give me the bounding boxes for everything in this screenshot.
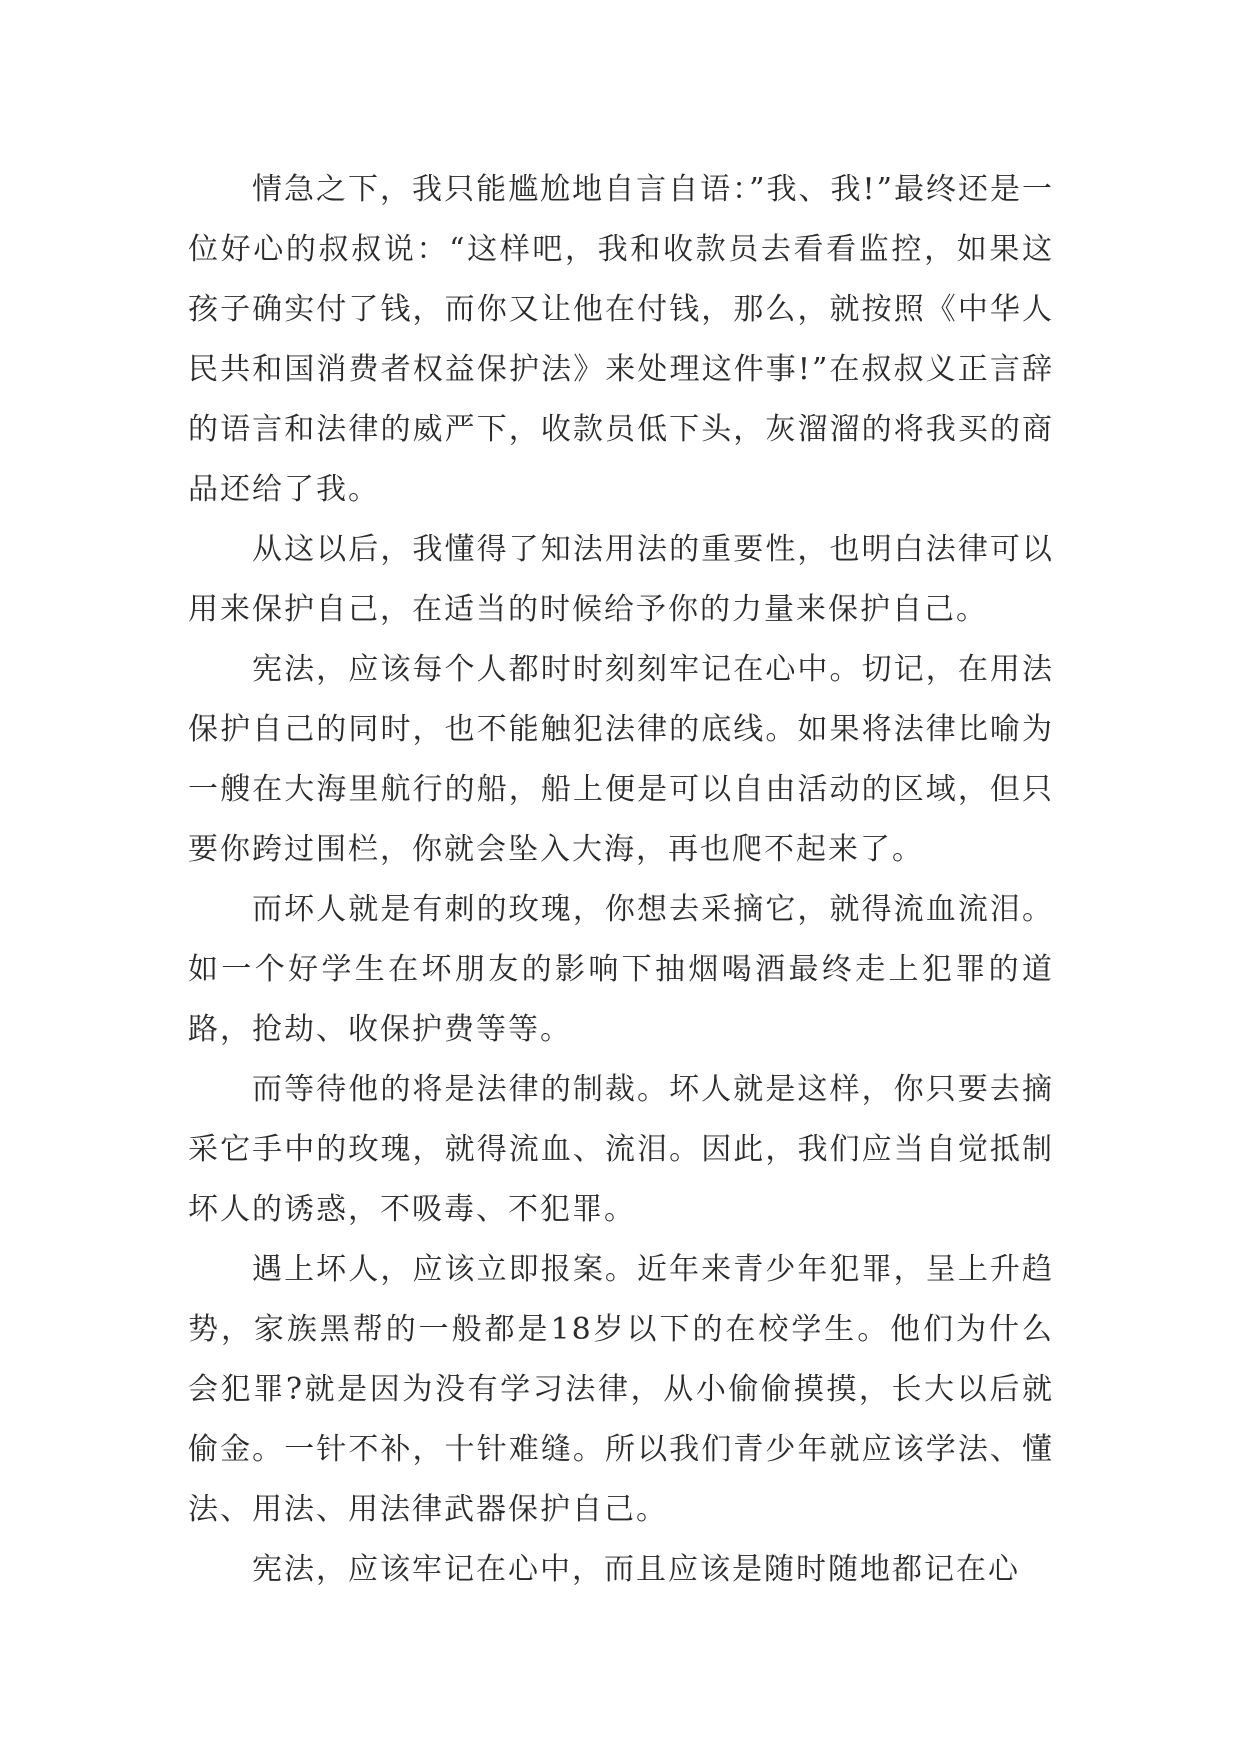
paragraph-4: 而坏人就是有刺的玫瑰，你想去采摘它，就得流血流泪。如一个好学生在坏朋友的影响下抽烟喝酒最终走上犯罪的道路，抢劫、收保护费等等。: [188, 892, 1054, 1047]
paragraph-3: 宪法，应该每个人都时时刻刻牢记在心中。切记，在用法保护自己的同时，也不能触犯法律的底线。如果将法律比喻为一艘在大海里航行的船，船上便是可以自由活动的区域，但只要你跨过围栏，你就会坠入大海，再也爬不起来了。: [188, 652, 1054, 867]
paragraph-6: 遇上坏人，应该立即报案。近年来青少年犯罪，呈上升趋势，家族黑帮的一般都是18岁以下的在校学生。他们为什么会犯罪?就是因为没有学习法律，从小偷偷摸摸，长大以后就偷金。一针不补，十针难缝。所以我们青少年就应该学法、懂法、用法、用法律武器保护自己。: [188, 1252, 1054, 1527]
paragraph-1: 情急之下，我只能尴尬地自言自语：”我、我!”最终还是一位好心的叔叔说：“这样吧，我和收款员去看看监控，如果这孩子确实付了钱，而你又让他在付钱，那么，就按照《中华人民共和国消费者权益保护法》来处理这件事!”在叔叔义正言辞的语言和法律的威严下，收款员低下头，灰溜溜的将我买的商品还给了我。: [188, 172, 1054, 507]
paragraph-5: 而等待他的将是法律的制裁。坏人就是这样，你只要去摘采它手中的玫瑰，就得流血、流泪。因此，我们应当自觉抵制坏人的诱惑，不吸毒、不犯罪。: [188, 1072, 1054, 1227]
document-body: [188, 160, 1054, 1600]
paragraph-2: 从这以后，我懂得了知法用法的重要性，也明白法律可以用来保护自己，在适当的时候给予你的力量来保护自己。: [188, 532, 1054, 627]
paragraph-7: 宪法，应该牢记在心中，而且应该是随时随地都记在心: [252, 1552, 1020, 1587]
